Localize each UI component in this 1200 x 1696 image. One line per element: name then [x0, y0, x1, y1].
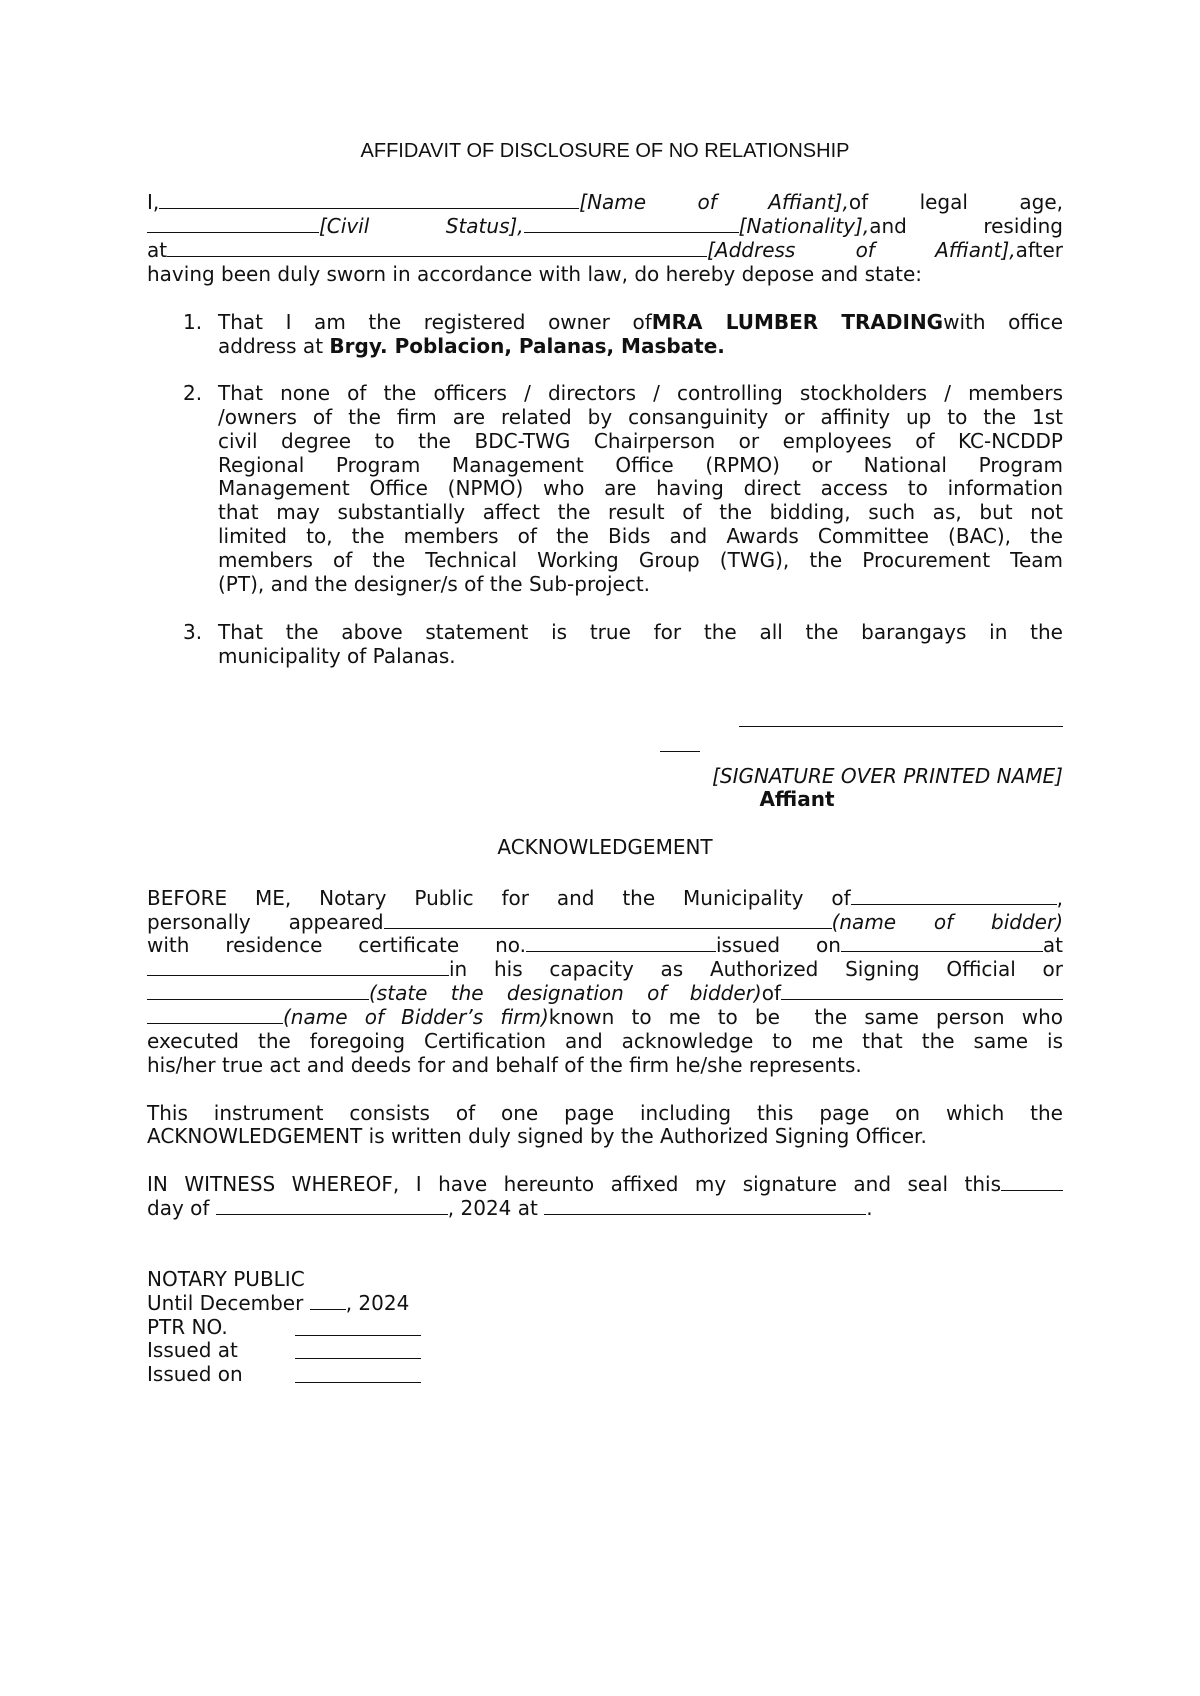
residing-text: and residing — [869, 214, 1063, 238]
item-2-line: Management Office (NPMO) who are having direct access to information — [218, 476, 1063, 500]
place-blank — [544, 1195, 866, 1215]
item-2-line: limited to, the members of the Bids and Awards Committee (BAC), the — [218, 524, 1063, 548]
bidder-name-blank — [384, 909, 832, 929]
signature-line — [739, 725, 1063, 727]
intro-line-2 — [147, 213, 1063, 239]
ack-line-5 — [147, 980, 1063, 1006]
civil-status-placeholder: [Civil Status], — [319, 214, 524, 238]
ack-municipality-field — [851, 886, 1063, 910]
designation-blank — [147, 980, 369, 1000]
ack-comma: , — [1056, 886, 1063, 910]
notary-issued-at — [147, 1337, 238, 1363]
item-2-line: civil degree to the BDC-TWG Chairperson or employees of KC-NCDDP — [218, 429, 1063, 453]
item-1-text-end: with office — [943, 310, 1064, 334]
item-2-line: that may substantially affect the result of the bidding, such as, but not — [218, 500, 1063, 524]
ack-p3-line-1 — [147, 1171, 1063, 1197]
month-blank — [216, 1195, 448, 1215]
ack-p2-line-2: ACKNOWLEDGEMENT is written duly signed by the Authorized Signing Officer. — [147, 1124, 927, 1148]
ack-text: issued on — [716, 933, 841, 957]
witness-text: IN WITNESS WHEREOF, I have hereunto affixed my signature and seal this — [147, 1172, 1001, 1196]
item-2-line: Regional Program Management Office (RPMO) or National Program — [218, 453, 1063, 477]
issued-on-label: Issued on — [147, 1362, 243, 1386]
ack-text: in his capacity as Authorized Signing Official or — [449, 957, 1063, 981]
item-3-line: municipality of Palanas. — [218, 644, 456, 668]
signature-short-line — [660, 750, 700, 752]
issued-at-label: Issued at — [147, 1338, 238, 1362]
at-text: at — [147, 238, 168, 262]
ack-text: with residence certificate no. — [147, 933, 526, 957]
ack-text: of — [761, 981, 781, 1005]
ack-text: day of — [147, 1196, 210, 1220]
civil-status-blank — [147, 213, 319, 233]
intro-line-4: having been duly sworn in accordance with law, do hereby depose and state: — [147, 262, 922, 286]
issued-at-field-blank — [295, 1339, 421, 1359]
ack-line-4 — [147, 956, 1063, 982]
issued-on-field-blank — [295, 1363, 421, 1383]
ack-text: personally appeared — [147, 910, 384, 934]
item-2-line: /owners of the firm are related by consanguinity or affinity up to the 1st — [218, 405, 1063, 429]
notary-issued-on — [147, 1361, 243, 1387]
affiant-label: Affiant — [759, 787, 835, 811]
affiant-name-placeholder: [Name of Affiant], — [579, 190, 849, 214]
item-2-line: That none of the officers / directors / controlling stockholders / members — [218, 381, 1063, 405]
business-name: MRA LUMBER TRADING — [651, 310, 944, 334]
item-1-text: That I am the registered owner of — [218, 310, 652, 334]
address-label: address at — [218, 334, 324, 358]
ack-text: BEFORE ME, Notary Public for and the Municipality of — [147, 886, 851, 910]
municipality-blank — [851, 885, 1057, 905]
item-1-line-2 — [218, 333, 725, 359]
ack-text: at — [1042, 933, 1063, 957]
intro-line-3 — [147, 237, 1063, 263]
nationality-placeholder: [Nationality], — [738, 214, 870, 238]
ack-line-8: his/her true act and deeds for and behalf of the firm he/she represents. — [147, 1053, 862, 1077]
business-address: Brgy. Poblacion, Palanas, Masbate. — [329, 334, 725, 358]
firm-blank-end — [147, 1004, 283, 1024]
ack-line-6 — [147, 1004, 1063, 1030]
ack-p3-line-2 — [147, 1195, 873, 1221]
ptr-label: PTR NO. — [147, 1315, 228, 1339]
item-1-line-1 — [218, 309, 1063, 335]
ack-period: . — [866, 1196, 873, 1220]
until-day-blank — [310, 1290, 346, 1310]
address-placeholder: [Address of Affiant], — [707, 238, 1016, 262]
acknowledgement-heading: ACKNOWLEDGEMENT — [497, 835, 713, 859]
firm-blank-start — [781, 980, 1063, 1000]
bidder-firm-placeholder: (name of Bidder’s firm) — [283, 1005, 549, 1029]
item-2-line: members of the Technical Working Group (TWG), the Procurement Team — [218, 548, 1063, 572]
item-number: 1. — [183, 310, 203, 334]
document-title: AFFIDAVIT OF DISCLOSURE OF NO RELATIONSHIP — [360, 140, 850, 162]
legal-age-text: of legal age, — [848, 190, 1063, 214]
item-3-line: That the above statement is true for the all the barangays in the — [218, 620, 1063, 644]
notary-until — [147, 1290, 409, 1316]
intro-line-1 — [147, 189, 1063, 215]
day-blank — [1001, 1171, 1063, 1191]
ack-line-7: executed the foregoing Certification and acknowledge to me that the same is — [147, 1029, 1063, 1053]
item-2-line: (PT), and the designer/s of the Sub-project. — [218, 572, 651, 596]
after-text: after — [1015, 238, 1063, 262]
until-text: Until December — [147, 1291, 304, 1315]
designation-placeholder: (state the designation of bidder) — [369, 981, 762, 1005]
bidder-name-placeholder: (name of bidder) — [831, 910, 1063, 934]
residence-cert-blank — [526, 932, 716, 952]
ack-text: , 2024 at — [447, 1196, 538, 1220]
ack-line-3 — [147, 932, 1063, 958]
affiant-name-blank — [159, 189, 579, 209]
issued-at-blank — [147, 956, 449, 976]
until-year: , 2024 — [345, 1291, 410, 1315]
signature-placeholder-text: [SIGNATURE OVER PRINTED NAME] — [712, 764, 1063, 788]
item-number: 2. — [183, 381, 203, 405]
item-number: 3. — [183, 620, 203, 644]
issued-on-blank — [841, 932, 1043, 952]
notary-title: NOTARY PUBLIC — [147, 1267, 305, 1291]
signature-name-placeholder — [665, 763, 1063, 789]
ack-text: known to me to be the same person who — [548, 1005, 1064, 1029]
address-blank — [167, 237, 707, 257]
ptr-blank — [295, 1316, 421, 1336]
nationality-blank — [524, 213, 739, 233]
intro-pronoun: I, — [147, 190, 160, 214]
ack-p2-line-1: This instrument consists of one page including this page on which the — [147, 1101, 1063, 1125]
ack-line-1 — [147, 885, 1063, 911]
